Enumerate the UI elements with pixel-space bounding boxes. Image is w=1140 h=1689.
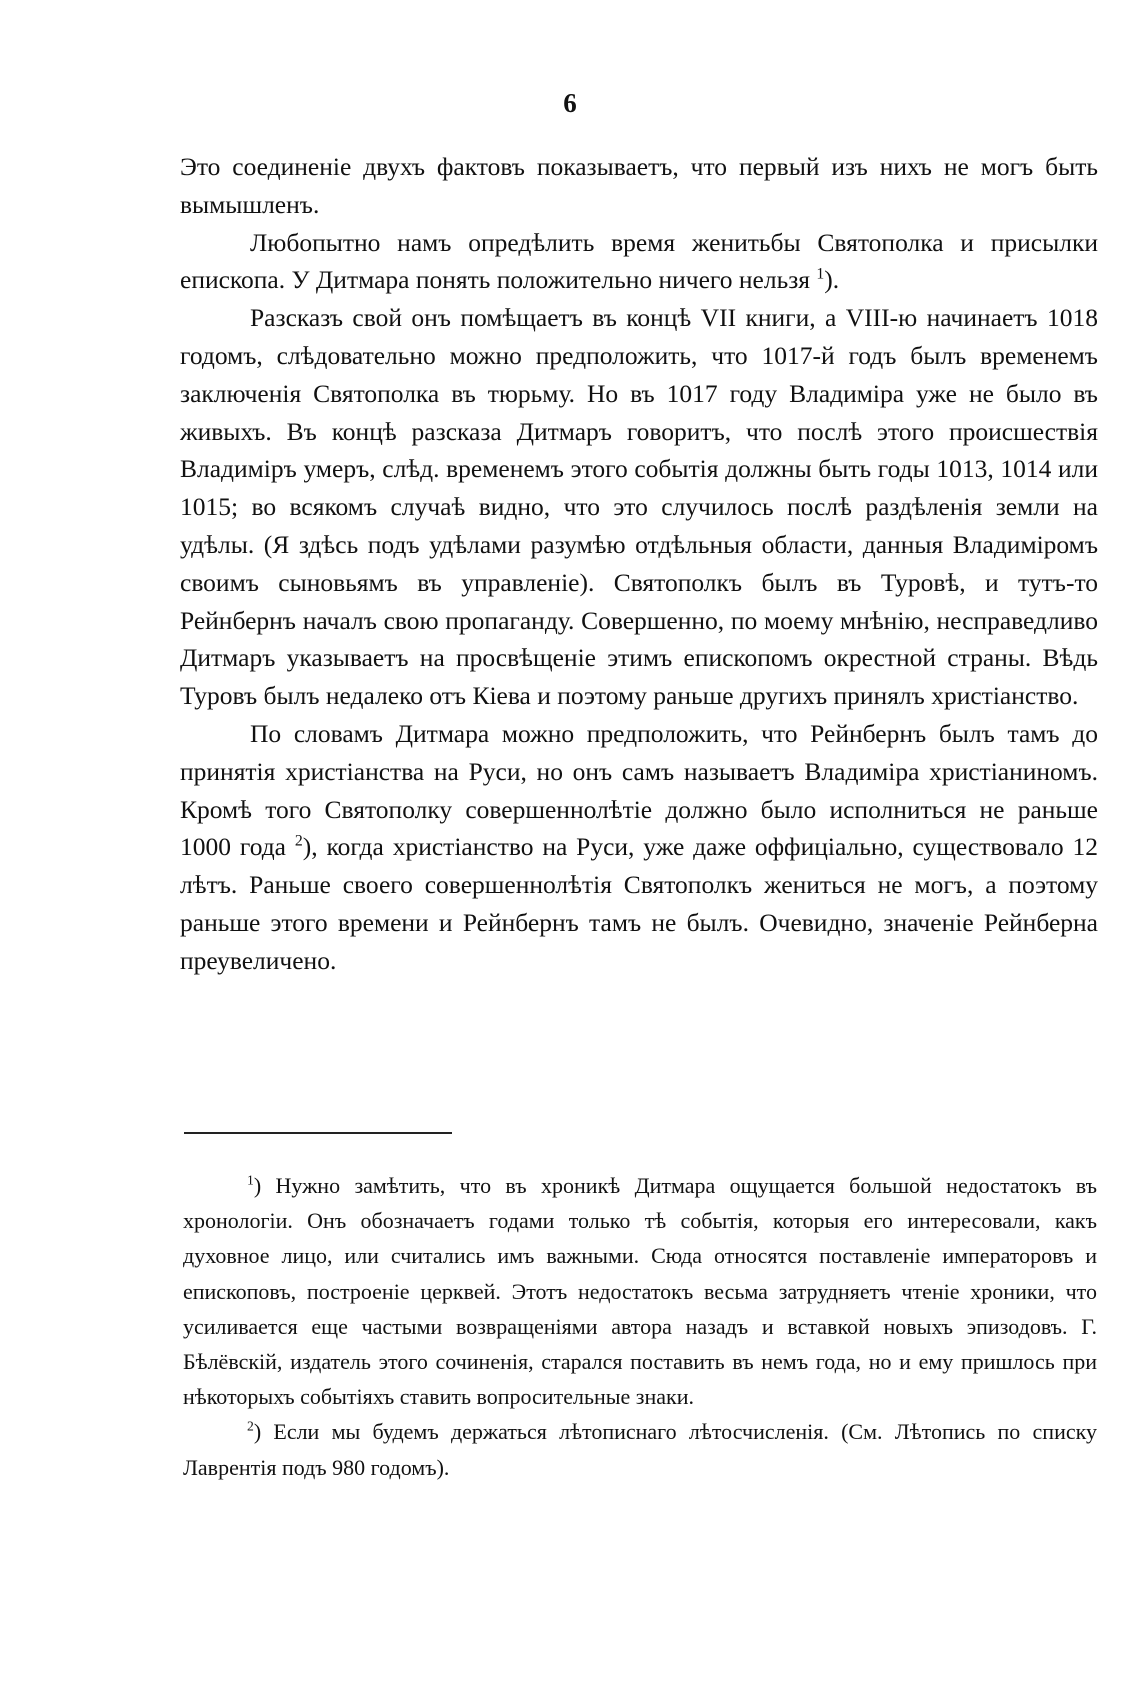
footnote-1 xyxy=(183,1168,1097,1414)
paragraph-4-text: По словамъ Дитмара можно предположить, что Рейнбернъ былъ тамъ до принятія христіанства на Руси, но онъ самъ называетъ Владиміра христіаниномъ. Кромѣ того Святополку совершеннолѣтіе должно было исполниться не раньше 1000 года xyxy=(180,718,1098,862)
footnote-ref-1[interactable]: 1 xyxy=(816,265,825,283)
footnote-1-mark: 1 xyxy=(247,1172,254,1188)
paragraph-1: Это соединеніе двухъ фактовъ показываетъ, что первый изъ нихъ не могъ быть вымышленъ. xyxy=(180,152,1098,219)
footnote-2-text: ) Если мы будемъ держаться лѣтописнаго лѣтосчисленія. (См. Лѣтопись по списку Лаврентія подъ 980 годомъ). xyxy=(183,1419,1097,1480)
footnote-2 xyxy=(183,1414,1097,1484)
page-number: 6 xyxy=(563,88,577,118)
paragraph-4 xyxy=(180,715,1098,980)
footnote-2-mark: 2 xyxy=(247,1419,254,1435)
footnotes xyxy=(183,1168,1097,1485)
paragraph-2-end: ). xyxy=(824,265,840,295)
footnote-1-text: ) Нужно замѣтить, что въ хроникѣ Дитмара ощущается большой недостатокъ въ хронологіи. Онъ обозначаетъ годами только тѣ событія, которыя его интересовали, какъ духовное лицо, или считались имъ важными. Сюда относятся поставленіе императоровъ и епископовъ, построеніе церквей. Этотъ недостатокъ весьма затрудняетъ чтеніе хроники, что усиливается еще частыми возвращеніями автора назадъ и вставкой новыхъ эпизодовъ. Г. Бѣлёвскій, издатель этого сочиненія, старался поставить въ немъ года, но и ему пришлось при нѣкоторыхъ событіяхъ ставить вопросительные знаки. xyxy=(183,1173,1097,1410)
paragraph-2 xyxy=(180,224,1098,300)
main-text xyxy=(180,148,1098,980)
paragraph-2-text: Любопытно намъ опредѣлить время женитьбы Святополка и присылки епископа. У Дитмара понять положительно ничего нельзя xyxy=(180,227,1098,295)
footnote-ref-2[interactable]: 2 xyxy=(294,832,303,850)
footnote-divider xyxy=(184,1132,452,1134)
paragraph-3: Разсказъ свой онъ помѣщаетъ въ концѣ VII книги, а VIII-ю начинаетъ 1018 годомъ, слѣдовательно можно предположить, что 1017-й годъ былъ временемъ заключенія Святополка въ тюрьму. Но въ 1017 году Владиміра уже не было въ живыхъ. Въ концѣ разсказа Дитмаръ говоритъ, что послѣ этого происшествія Владиміръ умеръ, слѣд. временемъ этого событія должны быть годы 1013, 1014 или 1015; во всякомъ случаѣ видно, что это случилось послѣ раздѣленія земли на удѣлы. (Я здѣсь подъ удѣлами разумѣю отдѣльныя области, данныя Владиміромъ своимъ сыновьямъ въ управленіе). Святополкъ былъ въ Туровѣ, и тутъ-то Рейнбернъ началъ свою пропаганду. Совершенно, по моему мнѣнію, несправедливо Дитмаръ указываетъ на просвѣщеніе этимъ епископомъ окрестной страны. Вѣдь Туровъ былъ недалеко отъ Кіева и поэтому раньше другихъ принялъ христіанство. xyxy=(180,303,1098,711)
paragraph-4-end: ), когда христіанство на Руси, уже даже оффиціально, существовало 12 лѣтъ. Раньше своего совершеннолѣтія Святополкъ жениться не могъ, а поэтому раньше этого времени и Рейнбернъ тамъ не былъ. Очевидно, значеніе Рейнберна преувеличено. xyxy=(180,832,1098,975)
